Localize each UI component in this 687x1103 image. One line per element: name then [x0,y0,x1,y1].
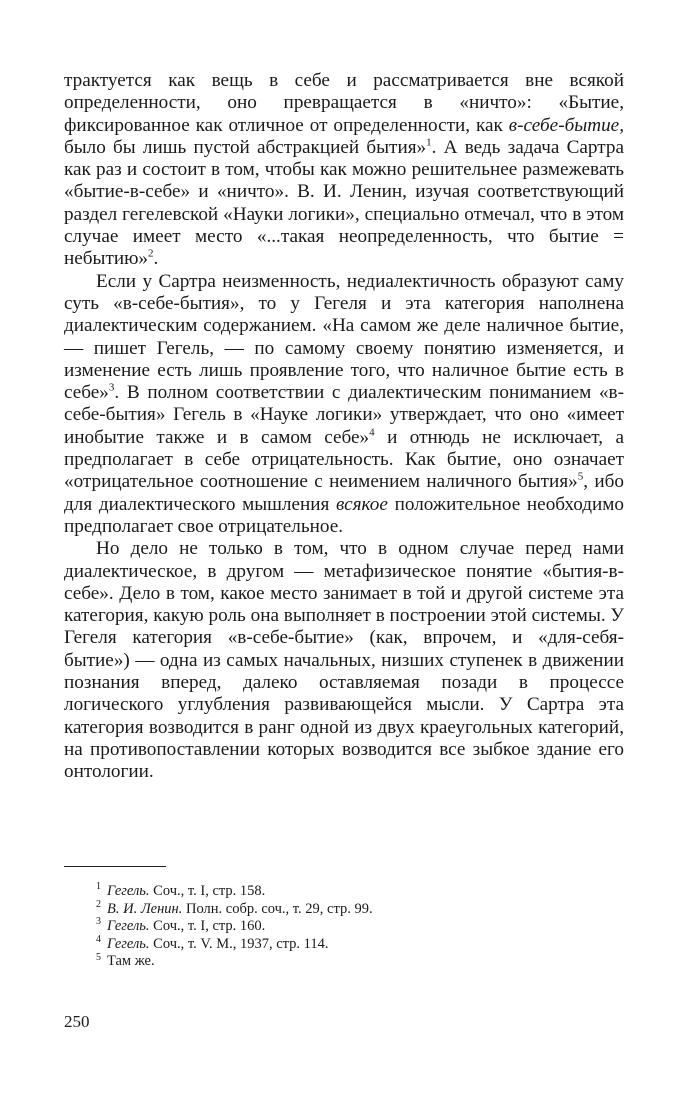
footnote-author: Гегель. [107,935,150,952]
footnote-author: Гегель. [107,883,150,899]
paragraph [64,271,624,539]
footnote-source: Соч., т. I, стр. 160. [149,918,266,935]
text-run: положительное необходимо предполагает свое отрицательное. [64,493,624,537]
footnotes-list [96,883,576,971]
paragraph [64,538,624,783]
footnote-ref: 3 [108,381,115,394]
footnote-number: 4 [96,933,101,945]
text-run: . А ведь задача Сартра как раз и состоит в том, чтобы как можно решительнее размежевать «бытие-в-себе» и «ничто». В. И. Ленин, изучая соответствующий раздел гегелевской «Науки логики», специально отмечал, что в этом случае имеет место «...такая неопределенность, что бытие = небытию» [64,136,624,270]
footnote-number: 5 [96,951,101,963]
footnote-source: Там же. [107,953,155,970]
footnote-ref: 5 [577,470,584,483]
text-run: Но дело не только в том, что в одном случае перед нами диалектическое, в другом — метафизическое понятие «бытия-в-себе». Дело в том, какое место занимает в той и другой системе эта категория, какую роль она выполняет в построении этой системы. У Гегеля категория «в-себе-бытие» (как, впрочем, и «для-себя-бытие») — одна из самых начальных, низших ступенек в движении познания вперед, далеко оставляемая позади в процессе логического углубления развивающейся мысли. У Сартра эта категория возводится в ранг одной из двух краеугольных категорий, на противопоставлении которых возводится все зыбкое здание его онтологии. [64,538,625,783]
footnote-divider [64,866,166,867]
text-run: трактуется как вещь в себе и рассматривается вне всякой определенности, оно превращается в «ничто»: «Бытие, фиксированное как отличное от определенности, как [64,70,624,136]
footnote-number: 1 [96,881,101,893]
footnote-item [96,883,576,901]
text-run: , ибо для диалектического мышления [64,471,625,515]
footnote-item [96,898,576,919]
text-run: было бы лишь пустой абстракцией бытия» [64,136,427,158]
footnote-author: Гегель. [107,918,150,935]
text-run: . [153,248,159,270]
italic-text: всякое [336,493,388,515]
footnote-source: Полн. собр. соч., т. 29, стр. 99. [182,900,373,917]
footnote-ref: 2 [148,247,154,260]
footnote-number: 3 [96,916,101,928]
text-run: . В полном соответствии с диалектическим пониманием «в-себе-бытия» Гегель в «Науке логики» утверждает, что оно «имеет инобытие также и в самом себе» [64,382,624,448]
main-text [64,70,624,784]
page-number: 250 [64,1012,90,1031]
text-run: Если у Сартра неизменность, недиалектичность образуют саму суть «в-себе-бытия», то у Гегеля и эта категория наполнена диалектическим содержанием. «На самом же деле наличное бытие, — пишет Гегель, — по самому своему понятию изменяется, и изменение есть лишь проявление того, что наличное бытие есть в себе» [64,270,624,404]
italic-text: в-себе-бытие, [508,114,624,136]
footnote-ref: 1 [426,136,432,149]
footnote-item [96,953,576,971]
footnote-source: Соч., т. V. М., 1937, стр. 114. [149,935,329,952]
footnote-ref: 4 [369,426,375,439]
paragraph [64,70,624,271]
footnote-item [96,918,576,936]
footnote-source: Соч., т. I, стр. 158. [149,883,266,899]
footnote-number: 2 [96,898,101,910]
text-run: и отнюдь не исключает, а предполагает в себе отрицательность. Как бытие, оно означает «отрицательное соотношение с неимением наличного бытия» [64,426,624,493]
footnote-item [96,933,576,954]
footnote-author: В. И. Ленин. [107,900,183,917]
